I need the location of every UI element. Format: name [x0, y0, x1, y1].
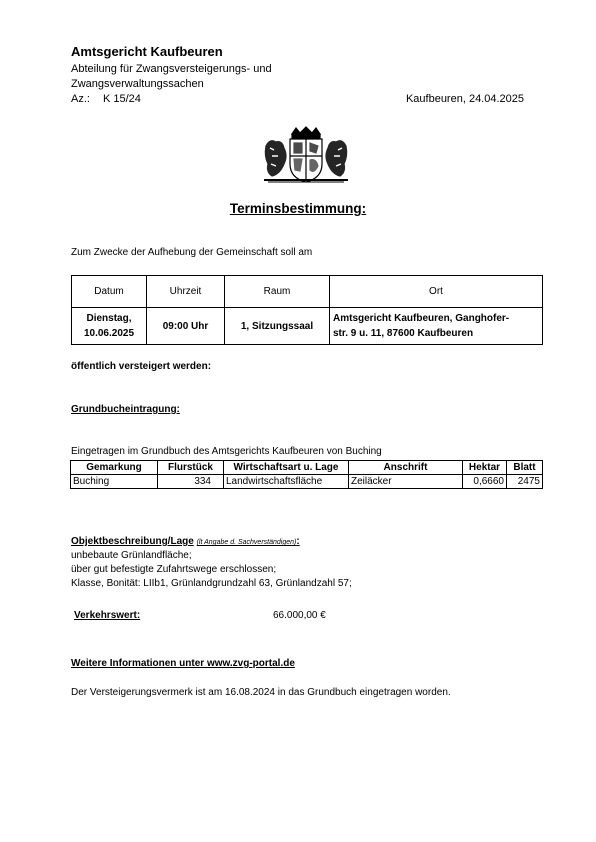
header-anschrift: Anschrift — [349, 461, 463, 475]
header-place: Ort — [330, 276, 543, 308]
object-description-heading — [71, 536, 300, 547]
file-number-label: Az.: — [71, 93, 90, 105]
appointment-time: 09:00 Uhr — [147, 308, 225, 345]
registration-note: Der Versteigerungsvermerk ist am 16.08.2024 in das Grundbuch eingetragen worden. — [71, 687, 451, 698]
cell-wirtschaftsart: Landwirtschaftsfläche — [224, 475, 349, 489]
appointment-weekday: Dienstag, — [86, 313, 132, 324]
cell-flurstueck: 334 — [158, 475, 224, 489]
info-link[interactable]: Weitere Informationen unter www.zvg-portal.de — [71, 658, 295, 669]
page-title: Terminsbestimmung: — [229, 201, 367, 216]
header-date: Datum — [72, 276, 147, 308]
land-register-header-row — [71, 461, 543, 475]
object-description-note: (lt Angabe d. Sachverständigen) — [196, 539, 297, 546]
cell-blatt: 2475 — [507, 475, 543, 489]
land-register-heading: Grundbucheintragung: — [71, 404, 180, 415]
bavarian-coat-of-arms-icon — [262, 126, 350, 184]
header-gemarkung: Gemarkung — [71, 461, 158, 475]
header-time: Uhrzeit — [147, 276, 225, 308]
cell-hektar: 0,6660 — [463, 475, 507, 489]
object-description-colon: : — [296, 536, 300, 547]
header-hektar: Hektar — [463, 461, 507, 475]
market-value-label: Verkehrswert: — [74, 610, 141, 621]
market-value: 66.000,00 € — [273, 610, 326, 621]
appointment-table-header — [72, 276, 543, 308]
appointment-table-row — [72, 308, 543, 345]
header-room: Raum — [225, 276, 330, 308]
object-line-2: über gut befestigte Zufahrtswege erschlossen; — [71, 564, 277, 575]
object-line-1: unbebaute Grünlandfläche; — [71, 550, 192, 561]
intro-text: Zum Zwecke der Aufhebung der Gemeinschaft soll am — [71, 247, 313, 258]
header-wirtschaftsart: Wirtschaftsart u. Lage — [224, 461, 349, 475]
appointment-day: 10.06.2025 — [83, 328, 135, 339]
appointment-table — [71, 275, 543, 345]
cell-anschrift: Zeiläcker — [349, 475, 463, 489]
department-line-1: Abteilung für Zwangsversteigerungs- und — [71, 63, 272, 75]
court-name: Amtsgericht Kaufbeuren — [71, 44, 223, 59]
header-flurstueck: Flurstück — [158, 461, 224, 475]
file-number: K 15/24 — [103, 93, 141, 105]
object-description-title: Objektbeschreibung/Lage — [71, 536, 194, 547]
header-blatt: Blatt — [507, 461, 543, 475]
department-name — [71, 62, 272, 92]
appointment-place-line-2: str. 9 u. 11, 87600 Kaufbeuren — [333, 328, 474, 339]
land-register-intro: Eingetragen im Grundbuch des Amtsgerichts Kaufbeuren von Buching — [71, 446, 382, 457]
department-line-2: Zwangsverwaltungssachen — [71, 78, 204, 90]
appointment-date — [72, 308, 147, 345]
cell-gemarkung: Buching — [71, 475, 158, 489]
appointment-place-line-1: Amtsgericht Kaufbeuren, Ganghofer- — [333, 313, 510, 324]
auction-statement: öffentlich versteigert werden: — [71, 361, 212, 372]
table-row — [71, 475, 543, 489]
land-register-table — [70, 460, 543, 489]
appointment-place — [330, 308, 543, 345]
appointment-room: 1, Sitzungssaal — [225, 308, 330, 345]
place-and-date: Kaufbeuren, 24.04.2025 — [405, 93, 524, 105]
object-line-3: Klasse, Bonität: LIIb1, Grünlandgrundzahl 63, Grünlandzahl 57; — [71, 578, 352, 589]
